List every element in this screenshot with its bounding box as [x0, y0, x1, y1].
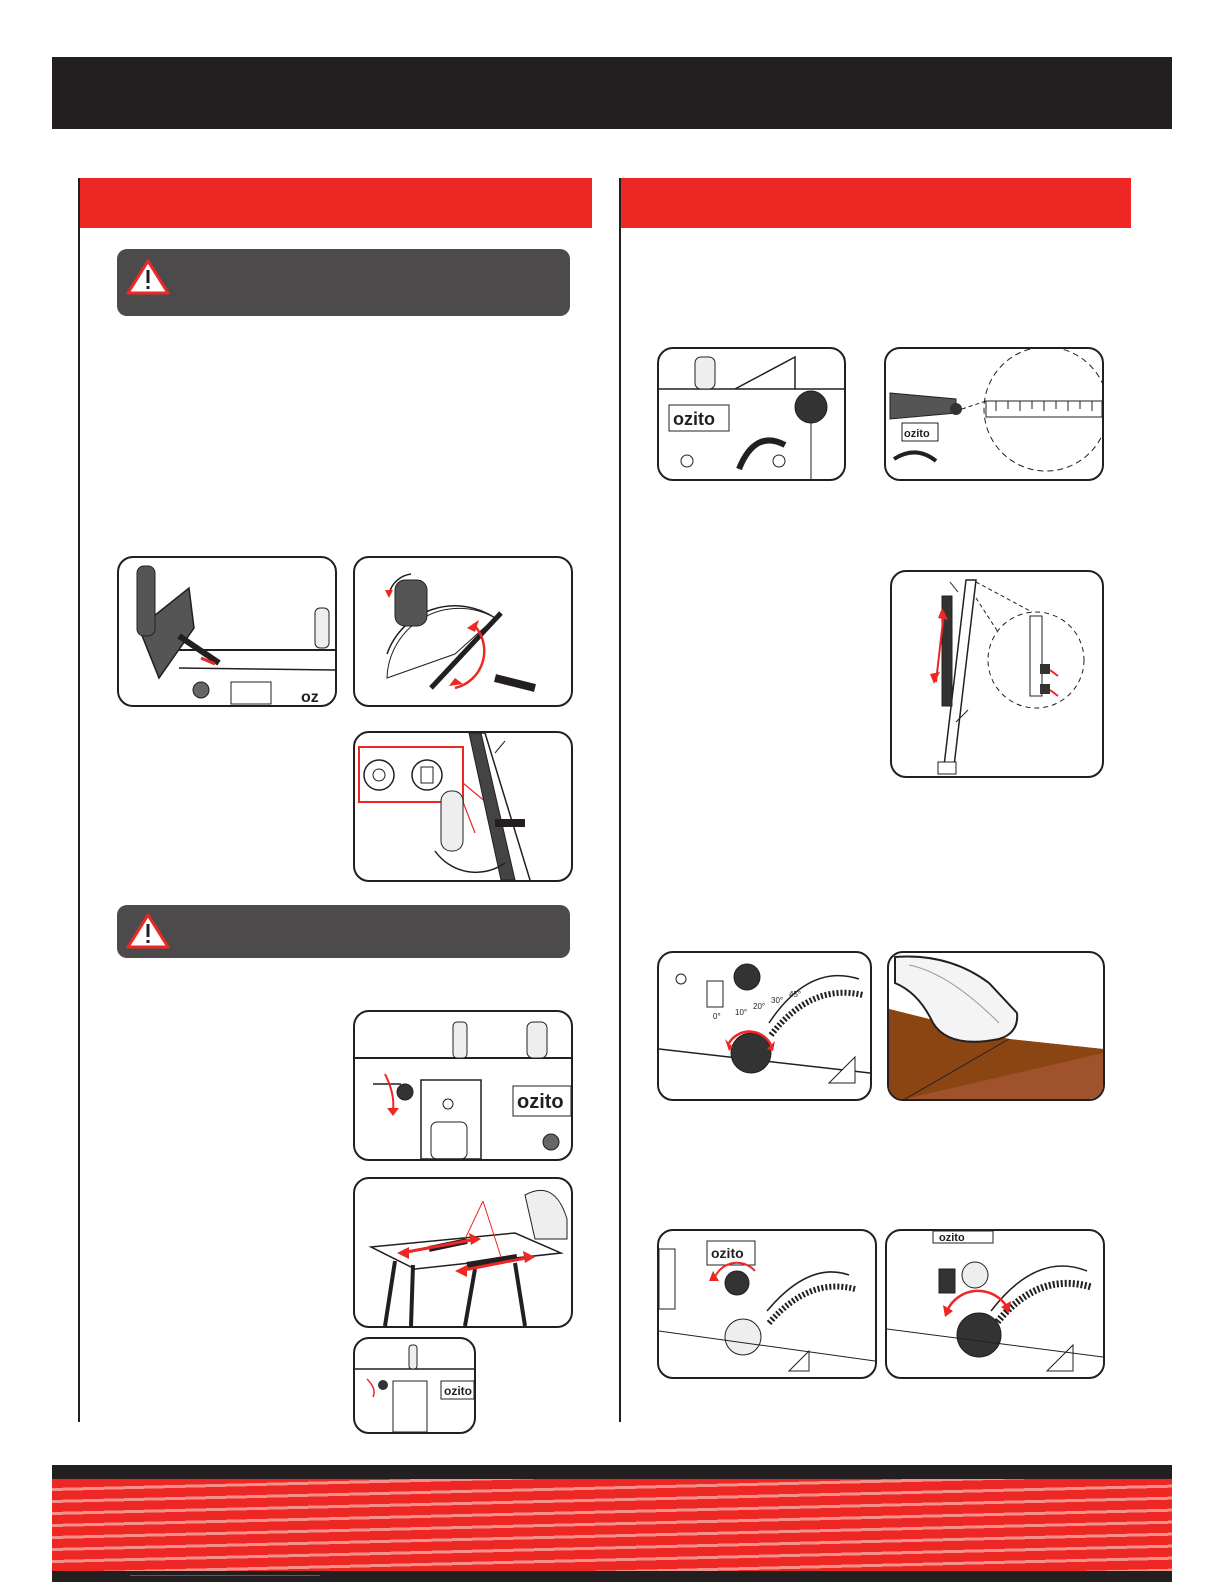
svg-text:ozito: ozito: [673, 409, 715, 429]
figure-bevel-knob-angle: [657, 951, 872, 1101]
svg-text:0°: 0°: [713, 1012, 721, 1021]
warning-panel-2: [117, 905, 570, 958]
figure-rear-rail-lock: [353, 1010, 573, 1161]
right-section-header: [621, 178, 1131, 228]
figure-blade-guard-on-workpiece: [887, 951, 1105, 1101]
figure-bevel-lock-knob-left: [657, 1229, 877, 1379]
page-header-bar: [52, 57, 1172, 129]
figure-mitre-gauge-angle-rotate: [353, 556, 573, 707]
footer-link-underline: [130, 1575, 320, 1576]
svg-text:45°: 45°: [789, 990, 802, 999]
warning-panel-1: [117, 249, 570, 316]
figure-table-extension-rails: [353, 1177, 573, 1328]
svg-text:ozito: ozito: [444, 1384, 472, 1398]
svg-text:30°: 30°: [771, 996, 784, 1005]
page-footer-band: [52, 1465, 1172, 1582]
left-section-header: [80, 178, 592, 228]
figure-bevel-lock-knob-right: [885, 1229, 1105, 1379]
figure-rip-fence-face-slide: [890, 570, 1104, 778]
figure-mitre-gauge-in-slot: [117, 556, 337, 707]
footer-stripes: [52, 1479, 1172, 1571]
right-column-rule: [619, 178, 621, 1422]
left-column-rule: [78, 178, 80, 1422]
svg-text:ozito: ozito: [939, 1232, 965, 1244]
svg-text:oz: oz: [301, 689, 319, 705]
figure-rip-fence-scale-detail: [884, 347, 1104, 481]
svg-text:ozito: ozito: [711, 1245, 744, 1261]
figure-rail-lock-small: [353, 1337, 476, 1434]
warning-triangle-icon: [126, 259, 170, 295]
svg-text:20°: 20°: [753, 1002, 766, 1011]
svg-text:ozito: ozito: [517, 1091, 564, 1113]
svg-text:10°: 10°: [735, 1008, 748, 1017]
warning-triangle-icon: [126, 913, 170, 949]
svg-text:ozito: ozito: [904, 428, 930, 440]
figure-fence-knobs-detail: [353, 731, 573, 882]
figure-rip-fence-knob: [657, 347, 846, 481]
